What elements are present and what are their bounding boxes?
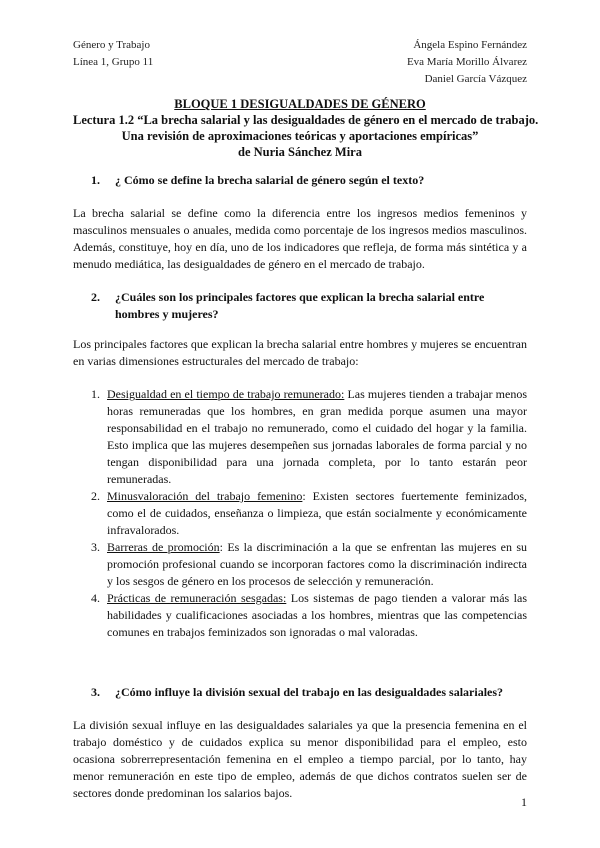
page-number: 1 bbox=[521, 795, 527, 809]
question-number: 2. bbox=[91, 290, 100, 304]
list-item-number: 4. bbox=[91, 591, 100, 605]
list-item bbox=[73, 488, 527, 539]
answer-paragraph: La división sexual influye en las desigualdades salariales ya que la presencia femenina en el trabajo doméstico y de cuidados explica su menor disponibilidad para el empleo, esto ocasiona sobrerrepresentación femenina en el empleo a tiempo parcial, por lo tanto, hay menor remuneración en este tipo de empleo, además de que dichos contratos suelen ser de sectores donde predominan los salarios bajos. bbox=[73, 718, 527, 800]
question-text: ¿ Cómo se define la brecha salarial de género según el texto? bbox=[115, 173, 425, 187]
factor-term: Barreras de promoción bbox=[107, 540, 220, 554]
author-name: Daniel García Vázquez bbox=[424, 73, 527, 85]
author-name: Eva María Morillo Álvarez bbox=[406, 56, 527, 68]
factor-term: Prácticas de remuneración sesgadas: bbox=[107, 591, 287, 605]
question-heading bbox=[73, 172, 527, 189]
factors-list bbox=[73, 386, 527, 641]
document-body bbox=[73, 172, 527, 802]
factor-term: Minusvaloración del trabajo femenino bbox=[107, 489, 303, 503]
factor-term: Desigualdad en el tiempo de trabajo remunerado: bbox=[107, 387, 345, 401]
list-item bbox=[73, 386, 527, 488]
factor-text: : Es la discriminación a la que se enfrentan las mujeres en su promoción profesional cuando se incorporan factores como la discriminación indirecta y los sesgos de género en los procesos de selección y remuneración. bbox=[107, 540, 528, 588]
question-text: ¿Cómo influye la división sexual del trabajo en las desigualdades salariales? bbox=[115, 685, 504, 699]
answer-paragraph: La brecha salarial se define como la diferencia entre los ingresos medios femeninos y masculinos mensuales o anuales, medida como porcentaje de los ingresos medios masculinos. Además, constituye, hoy en día, uno de los indicadores que refleja, de forma más sintética y a menudo mediática, las desigualdades de género en el mercado de trabajo. bbox=[73, 206, 527, 271]
factor-text: Los sistemas de pago tienden a valorar más las habilidades y cualificaciones asociadas a los hombres, mientras que las competencias comunes en trabajos feminizados son ignoradas o mal valoradas. bbox=[107, 591, 527, 639]
header-authors bbox=[407, 37, 527, 88]
question-text: ¿Cuáles son los principales factores que explican la brecha salarial entre hombres y mujeres? bbox=[115, 290, 485, 321]
factor-text: : Existen sectores fuertemente feminizados, como el de cuidados, enseñanza o limpieza, que están socialmente y económicamente infravalorados. bbox=[107, 489, 528, 537]
list-item-number: 3. bbox=[91, 540, 100, 554]
question-number: 3. bbox=[91, 685, 100, 699]
reading-title-line: Una revisión de aproximaciones teóricas y aportaciones empíricas” bbox=[121, 129, 479, 143]
author-name: Ángela Espino Fernández bbox=[413, 39, 527, 51]
reading-author: de Nuria Sánchez Mira bbox=[238, 145, 362, 159]
question-heading bbox=[73, 289, 527, 323]
list-item-number: 2. bbox=[91, 489, 100, 503]
title-block bbox=[73, 96, 539, 160]
header-subject: Género y Trabajo bbox=[73, 39, 150, 51]
answer-paragraph: Los principales factores que explican la brecha salarial entre hombres y mujeres se encuentran en varias dimensiones estructurales del mercado de trabajo: bbox=[73, 337, 527, 368]
list-item bbox=[73, 539, 527, 590]
header-left bbox=[73, 37, 153, 71]
list-item-number: 1. bbox=[91, 387, 100, 401]
list-item bbox=[73, 590, 527, 641]
question-number: 1. bbox=[91, 173, 100, 187]
block-title: BLOQUE 1 DESIGUALDADES DE GÉNERO bbox=[174, 97, 426, 111]
factor-text: Las mujeres tienden a trabajar menos horas remuneradas que los hombres, en gran medida porque asumen una mayor responsabilidad en el trabajo no remunerado, como el cuidado del hogar y la familia. Esto implica que las mujeres desempeñen sus jornadas laborales de forma parcial y no tengan disponibilidad para una jornada completa, por lo tanto estarán peor remuneradas. bbox=[107, 387, 527, 486]
reading-title-line: Lectura 1.2 “La brecha salarial y las desigualdades de género en el mercado de trabajo. bbox=[73, 113, 539, 127]
header-group: Línea 1, Grupo 11 bbox=[73, 56, 154, 68]
question-heading bbox=[73, 684, 527, 701]
